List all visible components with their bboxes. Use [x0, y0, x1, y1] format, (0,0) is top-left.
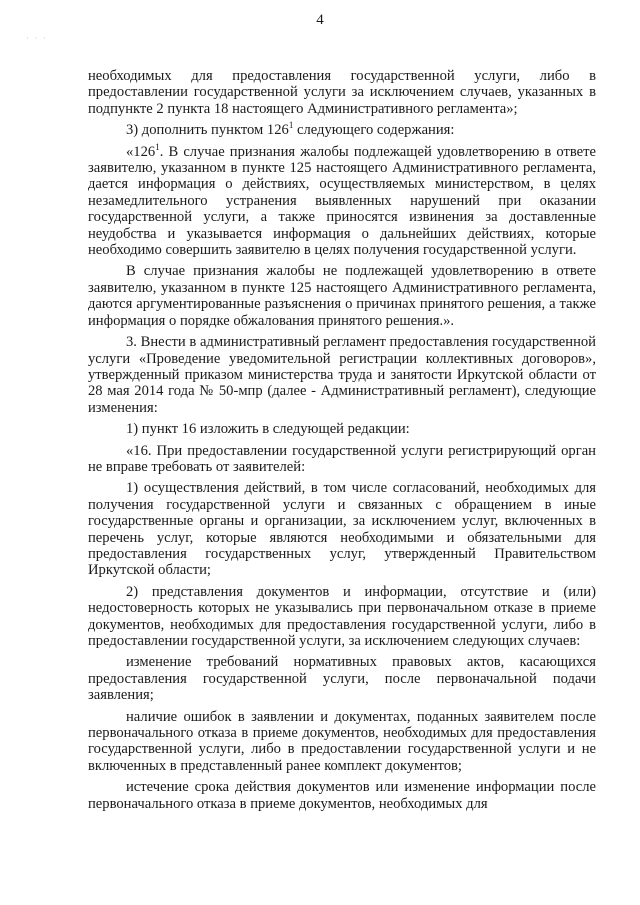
paragraph-3-start: «126 — [126, 143, 156, 160]
paragraph-11: наличие ошибок в заявлении и документах, поданных заявителем после первоначального отказа в приеме документов, необходимых для предоставления государственной услуги, либо в предоставлении государственной услуги и не включенных в представленный ранее комплект документов; — [88, 708, 596, 774]
page-number: 4 — [316, 12, 324, 28]
scan-artifact-mark: · · · — [26, 34, 48, 43]
document-body — [88, 68, 596, 817]
paragraph-2 — [88, 122, 596, 138]
paragraph-4: В случае признания жалобы не подлежащей удовлетворению в ответе заявителю, указанном в пункте 125 настоящего Административного регламента, даются аргументированные разъяснения о причинах принятого решения, а также информация о порядке обжалования принятого решения.». — [88, 263, 596, 329]
paragraph-3-superscript: 1 — [155, 141, 160, 152]
paragraph-1: необходимых для предоставления государственной услуги, либо в предоставлении государственной услуги за исключением случаев, указанных в подпункте 2 пункта 18 настоящего Административного регламента»; — [88, 68, 596, 117]
paragraph-2-start: 3) дополнить пунктом 126 — [126, 122, 289, 139]
paragraph-7: «16. При предоставлении государственной услуги регистрирующий орган не вправе требовать от заявителей: — [88, 442, 596, 475]
paragraph-9: 2) представления документов и информации, отсутствие и (или) недостоверность которых не указывались при первоначальном отказе в приеме документов, необходимых для предоставления государственной услуги, либо в предоставлении государственной услуги, за исключением следующих случаев: — [88, 583, 596, 649]
paragraph-10: изменение требований нормативных правовых актов, касающихся предоставления государственной услуги, после первоначальной подачи заявления; — [88, 654, 596, 704]
paragraph-2-end: следующего содержания: — [293, 122, 455, 139]
paragraph-2-superscript: 1 — [288, 120, 294, 131]
paragraph-5: 3. Внести в административный регламент предоставления государственной услуги «Проведение уведомительной регистрации коллективных договоров», утвержденный приказом министерства труда и занятости Иркутской области от 28 мая 2014 года № 50-мпр (далее - Административный регламент), следующие изменения: — [88, 334, 596, 416]
paragraph-3 — [88, 141, 596, 259]
paragraph-6: 1) пункт 16 изложить в следующей редакции: — [126, 421, 410, 438]
paragraph-12: истечение срока действия документов или изменение информации после первоначального отказа в приеме документов, необходимых для — [88, 779, 596, 812]
paragraph-8: 1) осуществления действий, в том числе согласований, необходимых для получения государственной услуги и связанных с обращением в иные государственные органы и организации, за исключением услуг, включенных в перечень услуг, которые являются необходимыми и обязательными для предоставления государственных услуг, утвержденный Правительством Иркутской области; — [88, 480, 596, 579]
paragraph-3-end: . В случае признания жалобы подлежащей удовлетворению в ответе заявителю, указанном в пункте 125 настоящего Административного регламента, дается информация о действиях, осуществляемых министерством, в целях незамедлительного устранения выявленных нарушений при оказании государственной услуги, а также приносятся извинения за доставленные неудобства и указывается информация о дальнейших действиях, которые необходимо совершить заявителю в целях получения государственной услуги. — [88, 143, 596, 259]
